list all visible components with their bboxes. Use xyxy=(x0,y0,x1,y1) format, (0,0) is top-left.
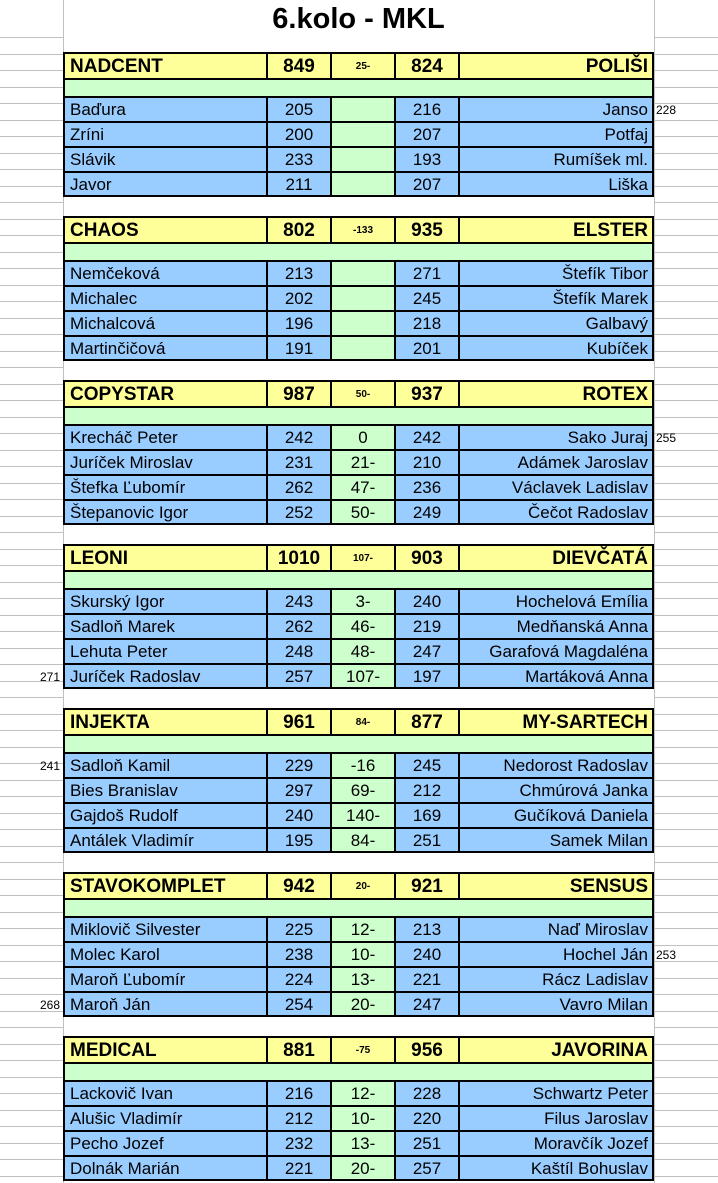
running-difference xyxy=(331,261,395,286)
home-player-name: Michalcová xyxy=(63,311,267,336)
away-player-name: Schwartz Peter xyxy=(459,1081,654,1106)
player-row xyxy=(63,425,654,450)
away-player-name: Čečot Radoslav xyxy=(459,500,654,525)
away-player-name: Potfaj xyxy=(459,122,654,147)
away-player-name: Rácz Ladislav xyxy=(459,967,654,992)
home-player-name: Nemčeková xyxy=(63,261,267,286)
away-team-name: JAVORINA xyxy=(459,1036,654,1064)
home-player-score: 243 xyxy=(267,589,331,614)
score-difference: 25- xyxy=(331,52,395,80)
player-row xyxy=(63,753,654,778)
running-difference: 50- xyxy=(331,500,395,525)
running-difference: 12- xyxy=(331,1081,395,1106)
match-header-row xyxy=(63,544,654,572)
home-player-score: 262 xyxy=(267,475,331,500)
home-player-score: 254 xyxy=(267,992,331,1017)
player-row xyxy=(63,311,654,336)
home-player-score: 211 xyxy=(267,172,331,197)
separator-row xyxy=(63,736,654,753)
player-row xyxy=(63,589,654,614)
away-team-total: 937 xyxy=(395,380,459,408)
home-player-name: Javor xyxy=(63,172,267,197)
away-team-total: 877 xyxy=(395,708,459,736)
separator-row xyxy=(63,80,654,97)
score-difference: 20- xyxy=(331,872,395,900)
running-difference: 13- xyxy=(331,967,395,992)
home-player-score: 242 xyxy=(267,425,331,450)
away-player-score: 218 xyxy=(395,311,459,336)
away-player-name: Václavek Ladislav xyxy=(459,475,654,500)
away-player-score: 169 xyxy=(395,803,459,828)
home-player-name: Štefka Ľubomír xyxy=(63,475,267,500)
home-player-name: Juríček Radoslav xyxy=(63,664,267,689)
away-player-score: 249 xyxy=(395,500,459,525)
player-row xyxy=(63,917,654,942)
running-difference: 10- xyxy=(331,1106,395,1131)
away-player-score: 216 xyxy=(395,97,459,122)
home-team-name: COPYSTAR xyxy=(63,380,267,408)
away-player-name: Gučíková Daniela xyxy=(459,803,654,828)
away-player-score: 240 xyxy=(395,589,459,614)
home-player-score: 195 xyxy=(267,828,331,853)
away-team-name: SENSUS xyxy=(459,872,654,900)
home-team-total: 942 xyxy=(267,872,331,900)
away-player-score: 245 xyxy=(395,753,459,778)
running-difference: 84- xyxy=(331,828,395,853)
away-player-name: Janso xyxy=(459,97,654,122)
home-player-score: 225 xyxy=(267,917,331,942)
away-player-score: 193 xyxy=(395,147,459,172)
away-player-name: Liška xyxy=(459,172,654,197)
running-difference: 21- xyxy=(331,450,395,475)
away-player-name: Naď Miroslav xyxy=(459,917,654,942)
running-difference: 13- xyxy=(331,1131,395,1156)
away-player-score: 236 xyxy=(395,475,459,500)
home-player-score: 216 xyxy=(267,1081,331,1106)
side-note: 253 xyxy=(656,948,677,962)
match-header-row xyxy=(63,52,654,80)
away-player-name: Sako Juraj xyxy=(459,425,654,450)
home-player-score: 240 xyxy=(267,803,331,828)
home-team-total: 1010 xyxy=(267,544,331,572)
home-player-name: Molec Karol xyxy=(63,942,267,967)
player-row xyxy=(63,336,654,361)
running-difference xyxy=(331,147,395,172)
side-note: 271 xyxy=(40,670,61,684)
running-difference xyxy=(331,122,395,147)
home-player-score: 212 xyxy=(267,1106,331,1131)
away-player-name: Rumíšek ml. xyxy=(459,147,654,172)
away-player-name: Kaštíl Bohuslav xyxy=(459,1156,654,1181)
home-player-name: Slávik xyxy=(63,147,267,172)
away-player-score: 219 xyxy=(395,614,459,639)
running-difference: -16 xyxy=(331,753,395,778)
home-team-total: 881 xyxy=(267,1036,331,1064)
player-row xyxy=(63,261,654,286)
player-row xyxy=(63,122,654,147)
running-difference: 48- xyxy=(331,639,395,664)
home-player-name: Sadloň Kamil xyxy=(63,753,267,778)
home-player-score: 202 xyxy=(267,286,331,311)
home-player-score: 205 xyxy=(267,97,331,122)
away-team-total: 935 xyxy=(395,216,459,244)
player-row xyxy=(63,778,654,803)
home-player-name: Martinčičová xyxy=(63,336,267,361)
away-player-name: Medňanská Anna xyxy=(459,614,654,639)
player-row xyxy=(63,172,654,197)
home-player-score: 221 xyxy=(267,1156,331,1181)
running-difference: 0 xyxy=(331,425,395,450)
away-team-total: 921 xyxy=(395,872,459,900)
away-player-score: 197 xyxy=(395,664,459,689)
home-player-name: Maroň Ľubomír xyxy=(63,967,267,992)
score-difference: 107- xyxy=(331,544,395,572)
player-row xyxy=(63,828,654,853)
home-player-score: 196 xyxy=(267,311,331,336)
home-player-name: Antálek Vladimír xyxy=(63,828,267,853)
home-team-name: MEDICAL xyxy=(63,1036,267,1064)
home-player-score: 213 xyxy=(267,261,331,286)
running-difference: 107- xyxy=(331,664,395,689)
running-difference xyxy=(331,97,395,122)
home-player-score: 191 xyxy=(267,336,331,361)
player-row xyxy=(63,1131,654,1156)
player-row xyxy=(63,639,654,664)
home-player-name: Maroň Ján xyxy=(63,992,267,1017)
running-difference: 47- xyxy=(331,475,395,500)
away-player-name: Filus Jaroslav xyxy=(459,1106,654,1131)
score-difference: -133 xyxy=(331,216,395,244)
away-player-score: 201 xyxy=(395,336,459,361)
home-player-name: Alušic Vladimír xyxy=(63,1106,267,1131)
player-row xyxy=(63,286,654,311)
home-team-name: STAVOKOMPLET xyxy=(63,872,267,900)
away-player-name: Štefík Tibor xyxy=(459,261,654,286)
home-player-name: Miklovič Silvester xyxy=(63,917,267,942)
away-player-score: 271 xyxy=(395,261,459,286)
home-player-score: 238 xyxy=(267,942,331,967)
away-team-name: MY-SARTECH xyxy=(459,708,654,736)
home-player-name: Dolnák Marián xyxy=(63,1156,267,1181)
separator-row xyxy=(63,572,654,589)
away-player-score: 242 xyxy=(395,425,459,450)
home-player-name: Sadloň Marek xyxy=(63,614,267,639)
separator-row xyxy=(63,900,654,917)
home-player-name: Juríček Miroslav xyxy=(63,450,267,475)
home-team-total: 849 xyxy=(267,52,331,80)
home-player-name: Krecháč Peter xyxy=(63,425,267,450)
player-row xyxy=(63,967,654,992)
side-note: 228 xyxy=(656,103,677,117)
side-note: 241 xyxy=(40,759,61,773)
home-team-name: CHAOS xyxy=(63,216,267,244)
player-row xyxy=(63,942,654,967)
away-player-score: 210 xyxy=(395,450,459,475)
home-player-score: 248 xyxy=(267,639,331,664)
away-player-score: 207 xyxy=(395,122,459,147)
home-player-name: Baďura xyxy=(63,97,267,122)
player-row xyxy=(63,1106,654,1131)
page-title: 6.kolo - MKL xyxy=(272,3,445,35)
home-team-total: 802 xyxy=(267,216,331,244)
match-header-row xyxy=(63,380,654,408)
player-row xyxy=(63,803,654,828)
home-team-name: INJEKTA xyxy=(63,708,267,736)
match-header-row xyxy=(63,872,654,900)
home-player-score: 257 xyxy=(267,664,331,689)
running-difference: 46- xyxy=(331,614,395,639)
home-player-name: Skurský Igor xyxy=(63,589,267,614)
running-difference: 20- xyxy=(331,992,395,1017)
away-team-name: ROTEX xyxy=(459,380,654,408)
home-player-score: 229 xyxy=(267,753,331,778)
away-player-name: Hochelová Emília xyxy=(459,589,654,614)
running-difference xyxy=(331,172,395,197)
running-difference xyxy=(331,311,395,336)
away-team-name: ELSTER xyxy=(459,216,654,244)
running-difference: 140- xyxy=(331,803,395,828)
home-player-name: Pecho Jozef xyxy=(63,1131,267,1156)
home-player-score: 297 xyxy=(267,778,331,803)
player-row xyxy=(63,614,654,639)
home-team-name: NADCENT xyxy=(63,52,267,80)
home-player-name: Michalec xyxy=(63,286,267,311)
running-difference xyxy=(331,286,395,311)
away-player-name: Hochel Ján xyxy=(459,942,654,967)
away-player-score: 247 xyxy=(395,992,459,1017)
match-header-row xyxy=(63,708,654,736)
running-difference: 69- xyxy=(331,778,395,803)
running-difference xyxy=(331,336,395,361)
away-player-name: Chmúrová Janka xyxy=(459,778,654,803)
away-player-score: 220 xyxy=(395,1106,459,1131)
home-player-score: 262 xyxy=(267,614,331,639)
separator-row xyxy=(63,244,654,261)
away-player-score: 251 xyxy=(395,1131,459,1156)
away-player-name: Adámek Jaroslav xyxy=(459,450,654,475)
player-row xyxy=(63,450,654,475)
home-player-name: Zríni xyxy=(63,122,267,147)
side-note: 268 xyxy=(40,998,61,1012)
player-row xyxy=(63,147,654,172)
home-player-name: Gajdoš Rudolf xyxy=(63,803,267,828)
away-player-score: 212 xyxy=(395,778,459,803)
score-difference: 50- xyxy=(331,380,395,408)
score-difference: -75 xyxy=(331,1036,395,1064)
player-row xyxy=(63,664,654,689)
away-player-score: 228 xyxy=(395,1081,459,1106)
away-player-name: Samek Milan xyxy=(459,828,654,853)
home-team-name: LEONI xyxy=(63,544,267,572)
away-team-total: 824 xyxy=(395,52,459,80)
home-player-name: Štepanovic Igor xyxy=(63,500,267,525)
away-player-name: Galbavý xyxy=(459,311,654,336)
away-player-name: Martáková Anna xyxy=(459,664,654,689)
home-player-score: 200 xyxy=(267,122,331,147)
away-player-score: 247 xyxy=(395,639,459,664)
separator-row xyxy=(63,408,654,425)
match-header-row xyxy=(63,216,654,244)
player-row xyxy=(63,1081,654,1106)
player-row xyxy=(63,500,654,525)
away-player-score: 207 xyxy=(395,172,459,197)
home-player-score: 233 xyxy=(267,147,331,172)
away-player-name: Kubíček xyxy=(459,336,654,361)
player-row xyxy=(63,1156,654,1181)
away-player-score: 257 xyxy=(395,1156,459,1181)
away-player-name: Garafová Magdaléna xyxy=(459,639,654,664)
running-difference: 20- xyxy=(331,1156,395,1181)
side-note: 255 xyxy=(656,431,677,445)
home-team-total: 987 xyxy=(267,380,331,408)
home-player-name: Lackovič Ivan xyxy=(63,1081,267,1106)
player-row xyxy=(63,992,654,1017)
player-row xyxy=(63,475,654,500)
away-player-score: 213 xyxy=(395,917,459,942)
away-player-score: 245 xyxy=(395,286,459,311)
away-team-name: DIEVČATÁ xyxy=(459,544,654,572)
home-player-name: Lehuta Peter xyxy=(63,639,267,664)
running-difference: 3- xyxy=(331,589,395,614)
home-player-score: 224 xyxy=(267,967,331,992)
away-player-name: Nedorost Radoslav xyxy=(459,753,654,778)
separator-row xyxy=(63,1064,654,1081)
away-team-total: 903 xyxy=(395,544,459,572)
away-player-score: 240 xyxy=(395,942,459,967)
away-player-name: Moravčík Jozef xyxy=(459,1131,654,1156)
home-player-score: 232 xyxy=(267,1131,331,1156)
away-team-total: 956 xyxy=(395,1036,459,1064)
away-player-name: Vavro Milan xyxy=(459,992,654,1017)
home-player-score: 252 xyxy=(267,500,331,525)
away-player-score: 251 xyxy=(395,828,459,853)
home-player-score: 231 xyxy=(267,450,331,475)
player-row xyxy=(63,97,654,122)
away-team-name: POLIŠI xyxy=(459,52,654,80)
match-header-row xyxy=(63,1036,654,1064)
score-difference: 84- xyxy=(331,708,395,736)
away-player-score: 221 xyxy=(395,967,459,992)
away-player-name: Štefík Marek xyxy=(459,286,654,311)
home-team-total: 961 xyxy=(267,708,331,736)
running-difference: 10- xyxy=(331,942,395,967)
home-player-name: Bies Branislav xyxy=(63,778,267,803)
running-difference: 12- xyxy=(331,917,395,942)
